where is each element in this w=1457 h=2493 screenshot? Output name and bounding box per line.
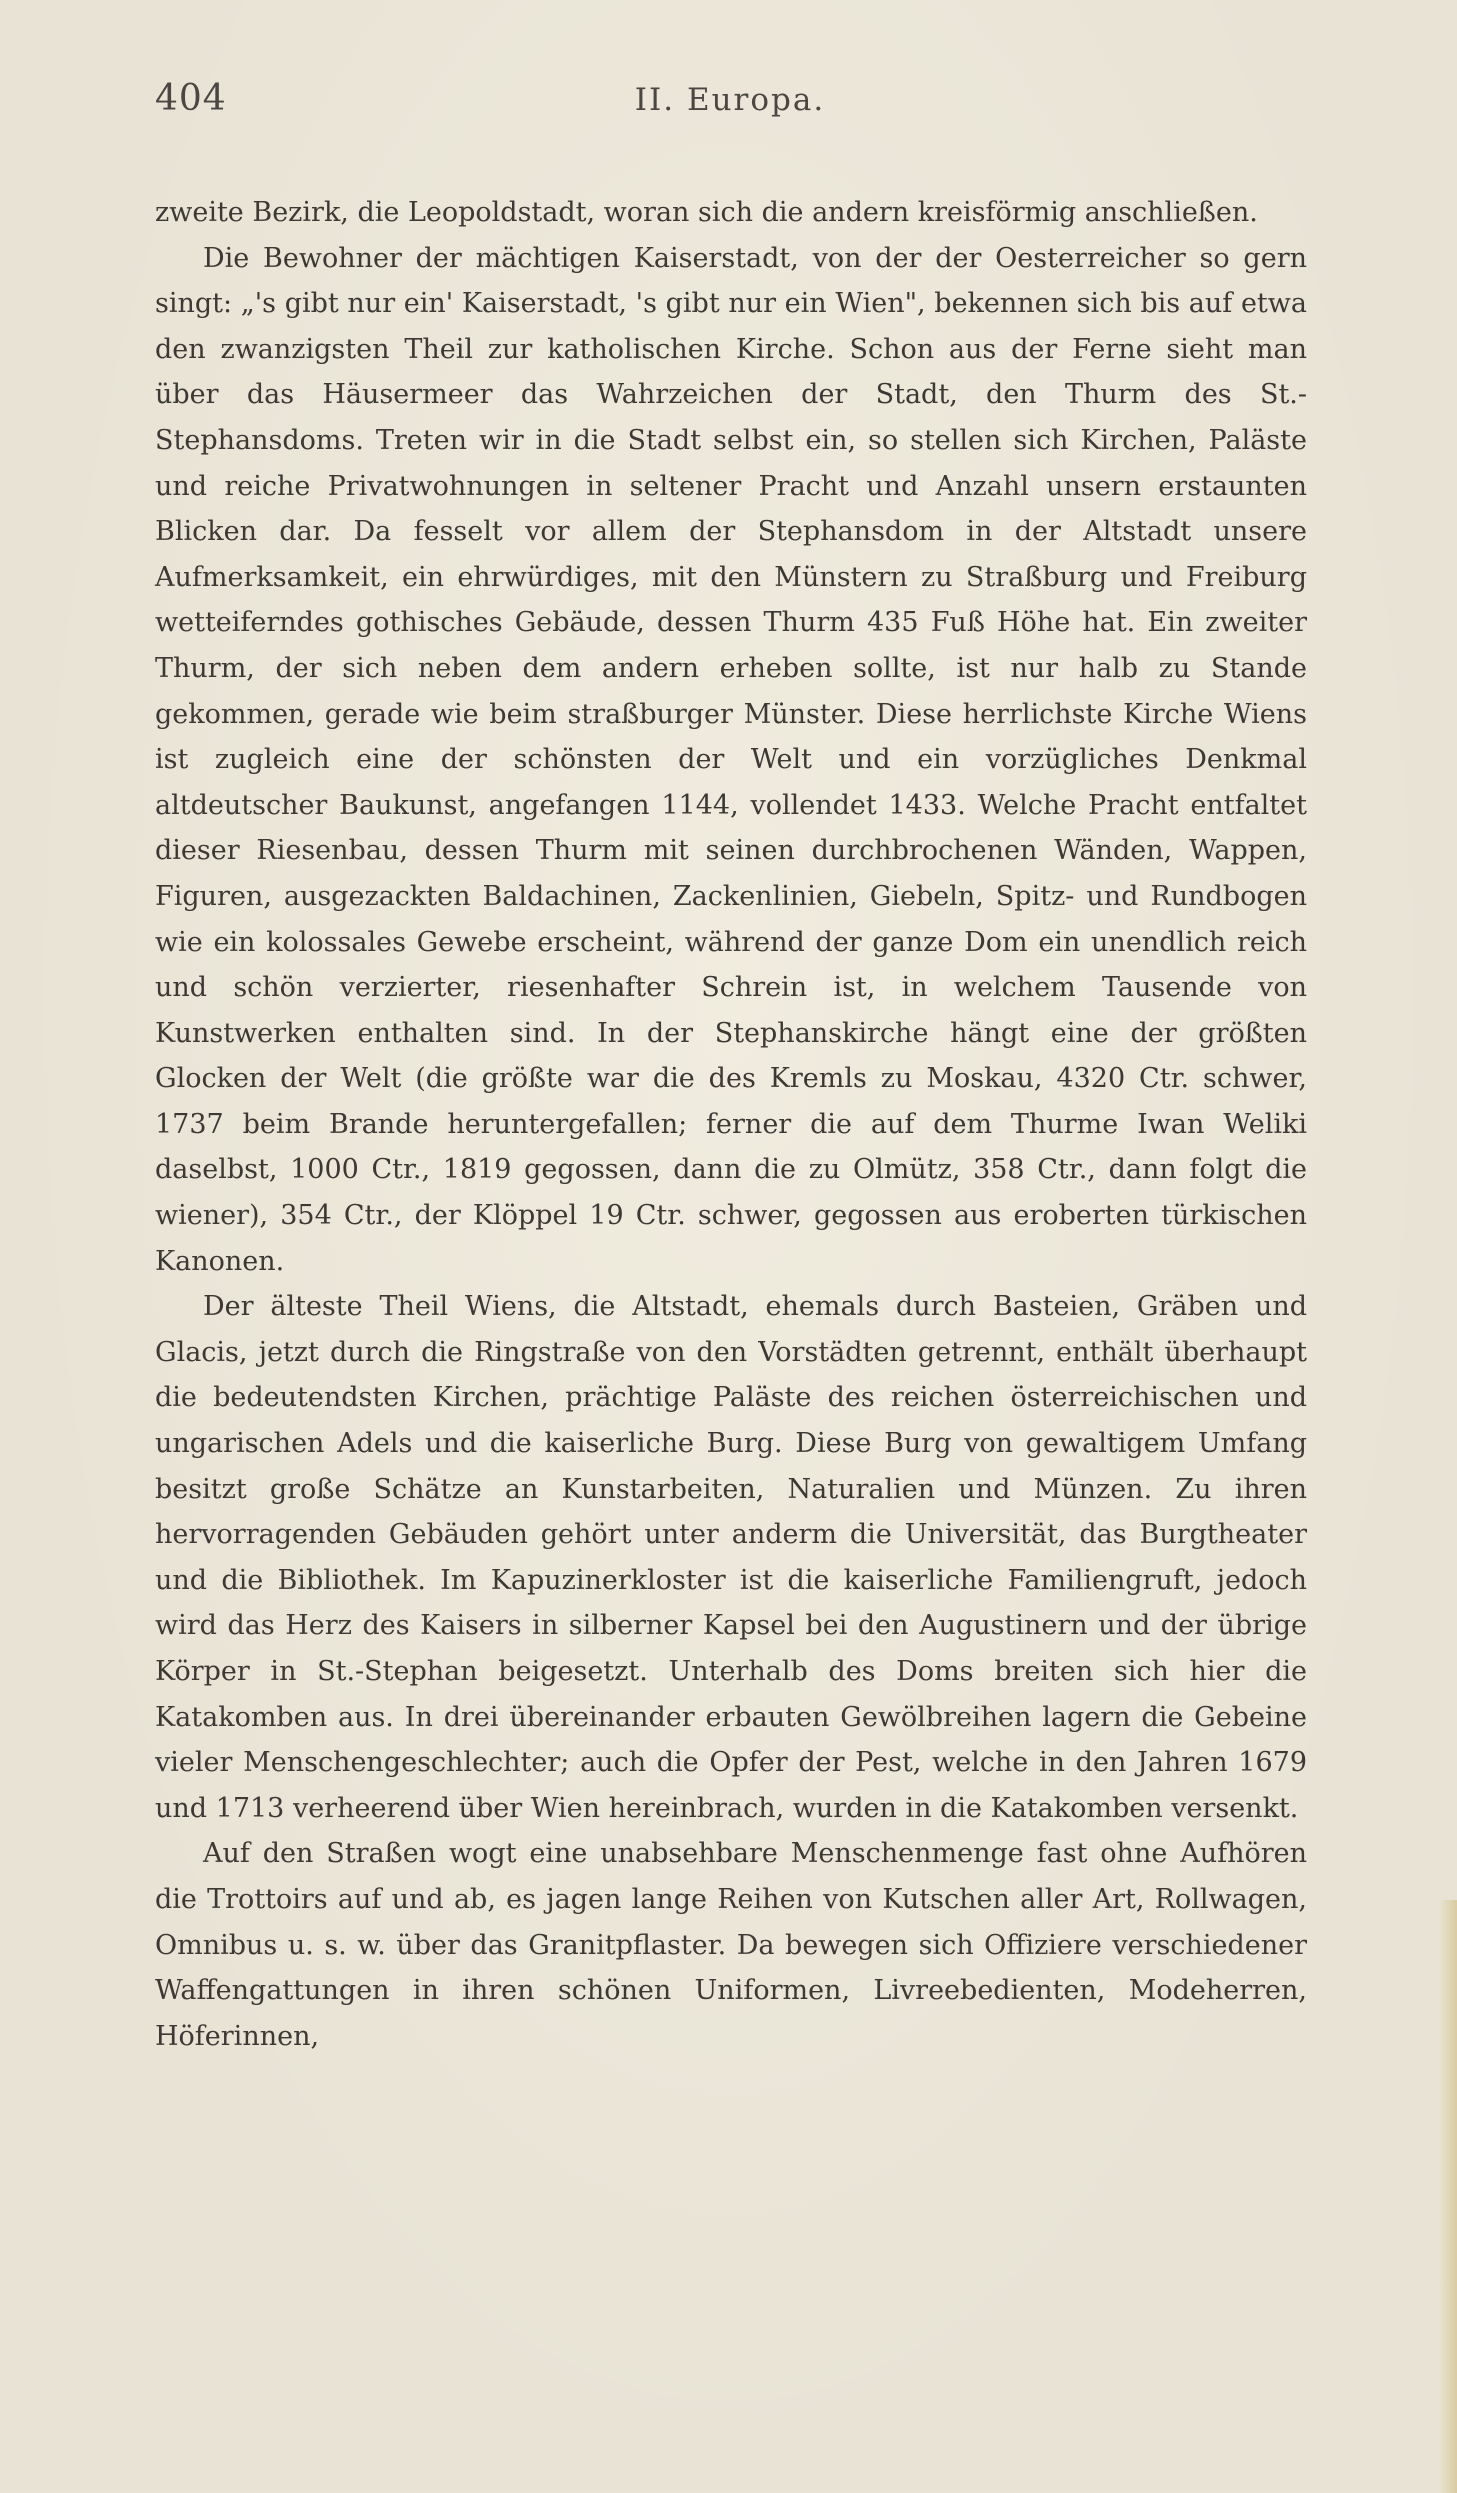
- paragraph: Der älteste Theil Wiens, die Altstadt, ehemals durch Basteien, Gräben und Glacis, jetzt durch die Ringstraße von den Vorstädten getrennt, enthält überhaupt die bedeutendsten Kirchen, prächtige Paläste des reichen österreichischen und ungarischen Adels und die kaiserliche Burg. Diese Burg von gewaltigem Umfang besitzt große Schätze an Kunstarbeiten, Naturalien und Münzen. Zu ihren hervorragenden Gebäuden gehört unter anderm die Universität, das Burgtheater und die Bibliothek. Im Kapuzinerkloster ist die kaiserliche Familiengruft, jedoch wird das Herz des Kaisers in silberner Kapsel bei den Augustinern und der übrige Körper in St.-Stephan beigesetzt. Unterhalb des Doms breiten sich hier die Katakomben aus. In drei übereinander erbauten Gewölbreihen lagern die Gebeine vieler Menschengeschlechter; auch die Opfer der Pest, welche in den Jahren 1679 und 1713 verheerend über Wien hereinbrach, wurden in die Katakomben versenkt.: [155, 1291, 1307, 1824]
- paper-stain: [1439, 1900, 1457, 2493]
- paragraph: zweite Bezirk, die Leopoldstadt, woran sich die andern kreisförmig anschließen.: [155, 197, 1258, 228]
- running-head: [155, 78, 1305, 128]
- paragraph: Die Bewohner der mächtigen Kaiserstadt, von der der Oesterreicher so gern singt: „'s gibt nur ein' Kaiserstadt, 's gibt nur ein Wien", bekennen sich bis auf etwa den zwanzigsten Theil zur katholischen Kirche. Schon aus der Ferne sieht man über das Häusermeer das Wahrzeichen der Stadt, den Thurm des St.-Stephansdoms. Treten wir in die Stadt selbst ein, so stellen sich Kirchen, Paläste und reiche Privatwohnungen in seltener Pracht und Anzahl unsern erstaunten Blicken dar. Da fesselt vor allem der Stephansdom in der Altstadt unsere Aufmerksamkeit, ein ehrwürdiges, mit den Münstern zu Straßburg und Freiburg wetteiferndes gothisches Gebäude, dessen Thurm 435 Fuß Höhe hat. Ein zweiter Thurm, der sich neben dem andern erheben sollte, ist nur halb zu Stande gekommen, gerade wie beim straßburger Münster. Diese herrlichste Kirche Wiens ist zugleich eine der schönsten der Welt und ein vorzügliches Denkmal altdeutscher Baukunst, angefangen 1144, vollendet 1433. Welche Pracht entfaltet dieser Riesenbau, dessen Thurm mit seinen durchbrochenen Wänden, Wappen, Figuren, ausgezackten Baldachinen, Zackenlinien, Giebeln, Spitz- und Rundbogen wie ein kolossales Gewebe erscheint, während der ganze Dom ein unendlich reich und schön verzierter, riesenhafter Schrein ist, in welchem Tausende von Kunstwerken enthalten sind. In der Stephanskirche hängt eine der größten Glocken der Welt (die größte war die des Kremls zu Moskau, 4320 Ctr. schwer, 1737 beim Brande heruntergefallen; ferner die auf dem Thurme Iwan Weliki daselbst, 1000 Ctr., 1819 gegossen, dann die zu Olmütz, 358 Ctr., dann folgt die wiener), 354 Ctr., der Klöppel 19 Ctr. schwer, gegossen aus eroberten türkischen Kanonen.: [155, 242, 1307, 1277]
- paragraph: Auf den Straßen wogt eine unabsehbare Menschenmenge fast ohne Aufhören die Trottoirs auf und ab, es jagen lange Reihen von Kutschen aller Art, Rollwagen, Omnibus u. s. w. über das Granitpflaster. Da bewegen sich Offiziere verschiedener Waffengattungen in ihren schönen Uniformen, Livreebedienten, Modeherren, Höferinnen,: [155, 1838, 1307, 2052]
- page-number: 404: [155, 78, 227, 119]
- section-title: II. Europa.: [634, 82, 826, 118]
- body-text: [155, 190, 1307, 2059]
